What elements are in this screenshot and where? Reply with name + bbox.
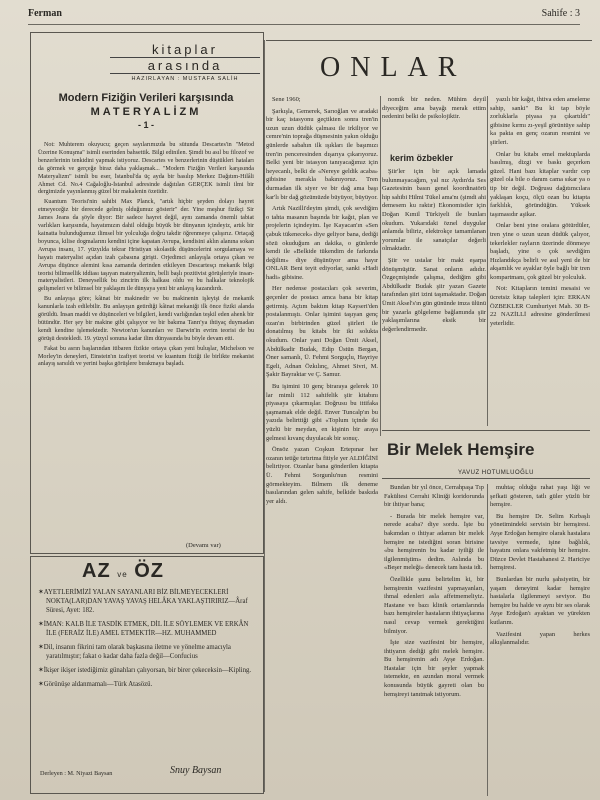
page-number: Sahife : 3: [541, 8, 580, 19]
azoz-compiler: Derleyen : M. Niyazi Baysan: [40, 770, 113, 777]
article1-title-block: [40, 92, 252, 130]
melek-title: Bir Melek Hemşire: [387, 440, 535, 459]
onlar-column-3: [490, 96, 590, 428]
onlar-column-2-top: [382, 96, 486, 148]
onlar-paragraph: Onlar beni yine oralara götürdüler, tren yine o uzun uzun düdük çalıyor, tekerlekler rayların üzerinde dönmeye başladı, yine o çok sevdiğim Hızlandıkça belirli ve asıl yeni de bir akşamlık ve ayaklar öyle bağlı bir tren kompartmanı, çok güzel bir yolculuk.: [490, 222, 590, 281]
onlar-paragraph: yazılı bir kağıt, ihtiva eden ameleme sahip, sanki" Bu ki tap böyle zorluklarla piyasa ya çıkartıldı" gibisine kırmı zı-yeşil görüntüye sahip ka pakta en genç ozanın resmini ve şiirleri.: [490, 96, 590, 146]
melek-byline: YAVUZ HOTUMLUOĞLU: [458, 470, 534, 476]
melek-paragraph: muhtaç olduğu rahat yaşı liği ve şefkati gösteren, tatlı güler yüzlü bir hemşire.: [490, 484, 590, 509]
paper-name: Ferman: [28, 8, 62, 19]
onlar-author: kerim özbekler: [390, 153, 454, 163]
article1-body: [38, 142, 254, 371]
melek-paragraph: Bu hemşire Dr. Selim Kırbaşlı yönetimindeki servisin bir hemşiresi. Ayşe Erdoğan hemşire olarak hastalara tavsiye vermede, işine bağlılık, hayatını onlara vakfetmiş bir hemşire. Düzce Devlet Hastahanesi 2. Hariciye hemşiresi.: [490, 512, 590, 572]
column-rule: [264, 40, 265, 792]
azoz-item: ✶ AYETLERİMİZİ YALAN SAYANLARI BİZ BİLMEYECEKLERİ NOKTA(LAR)DAN YAVAŞ YAVAŞ HELÂKA YAKLAŞTIRIRIZ—Âraf Süresi, Ayet: 182.: [38, 588, 256, 615]
azoz-title-b: ÖZ: [134, 560, 165, 582]
melek-paragraph: - Burada bir melek hemşire var, nerede acaba? diye sordu. İşte bu bakımdan o ihtiyar adamın bir melek hemşire ne istediğini soran birisine «bu hemşirenin bu kadar iyiliği ile ilgilenmiştim» dedim. Aslında bu «Beşer meleği» denecek tam hasta idi.: [384, 512, 484, 572]
article1-paragraph: Not: Muhterem okuyucu; geçen sayılarımızda bu sütunda Descartes'in "Metod Üzerine Konuşma" isimli eserinden bahsettik. Bilgi edinilen. Şimdi bu asıl bu filozof ve benzerlerinin tenkidini yapmak istiyoruz. Descartes ve benzerlerinin düştükleri hataları da görmek ve gerçeğe biraz daha yaklaşmak... "Modern Fiziğin Verileri karşısında Materyalizm" isimli bu eser, İstanbul'da üç ayda bir basılıp Merkez Dağıtım-Hilâli Ahmet Cd. No.4 Cağaloğlu-İstanbul adresinde dağıtılan GERÇEK isimli ilmi bir dergimizde yayınlanmış güzel bir makalenin özetidir.: [38, 142, 254, 196]
melek-rule: [382, 478, 590, 479]
onlar-paragraph: Sene 1960;: [272, 96, 301, 103]
kitaplar-heading: [110, 42, 260, 82]
onlar-paragraph: Önsöz yazan Coşkun Ertepınar her ozanın tetiğe tırtırtma fitiyle yer ALDİĞİNİ belirtiyor. Ozanlar bana gönderilen kitapta Ü. Fehmi Sorgunlu'nun resmini görmekteyim. Bilmem ilk deneme basılarından gelen sahife, belkide baskıda yer aldı.: [266, 446, 378, 505]
kitaplar-byline: HAZIRLAYAN : MUSTAFA SALİH: [131, 76, 239, 82]
melek-paragraph: İşte size vazifesini bir hemşire, ihtiyarın dediği gibi melek hemşire. Bu hemşirenin adı Ayşe Erdoğan. Hastalar için bir şeyler yapmak istemekte, en azından moral vermek konusunda büyük gayreti olan bu hemşireyi tanıtmak istiyorum.: [384, 639, 484, 698]
azoz-item: ✶ İkişer ikişer istediğimiz günahları çalıyorsan, bir birer çekeceksin—Kipling.: [38, 666, 256, 675]
melek-column-1: [384, 484, 484, 796]
onlar-paragraph: Artık Nazilli'deyim şimdi, çok sevdiğim o tahta masanın başında bir kağıt, plan ve projelerin içindeyim. İşe Kayacan'ın «Sen çabuk tükenecek» diye geliyor bana, dediği sözü okuduğum an dakika, o günlerde kendi ile «Belkide tükendim de farkında değilim» diye düşünüyor ama hayır ONLAR Beni teyit ediyorlar, sanki «Hadi hadi» gibisine.: [266, 205, 378, 281]
onlar-paragraph: Şarkışla, Gemerek, Sarıoğlan ve aradaki bir kaç istasyonu geçtikten sonra tren'in uzun uzun düdük çalması ile irkiliyor ve cemre'nin toprağa düşmesinin yakın olduğu günlerde sabahın ilk ışıkları ile başımızı tren'in penceresinden dışarıya çıkarıyoruz. Belki yeni bir istasyon tanıyacağımız için heyecanlı, belki de «Nereye geldik acaba» gibisine merakla bakınıyoruz. Tren durmadan ilk siyer ve bir dağ ama başı kar'lı bir dağ gözümüzde büyüyor, büyüyor.: [266, 107, 378, 201]
continued-note: (Devamı var): [186, 542, 221, 549]
melek-paragraph: Özellikle şunu belirtelim ki, bir hemşirenin vazifesini yapmayanları, ihmal edenleri asla affetmemeliyiz. Hastane ve bazı klinik ortamlarında bazı hemşireler hastaların ihtiyaçlarına nasıl cevap vermek gerektiğini bilmiyor.: [384, 575, 484, 635]
azoz-signature: Snuy Baysan: [170, 765, 222, 776]
onlar-paragraph: Onlar bu kitabı emel mektuplarda basılmış, dizgi ve baskı geçerken güzel. Hani bazı kitaplar vardır cep güzel ola bile o danım cama sıkar ya o tip bir değil. Doğrusu dağıtımcılara yaklaşan koçu, ölçü ozan bu kitapta farklılık, göründüğün. Yüksek taşımasıdır aşikar.: [490, 150, 590, 218]
article1-subtitle: MATERYALİZM: [90, 106, 202, 118]
kitaplar-line1: kitaplar: [152, 42, 218, 57]
onlar-column-2-bottom: [382, 168, 486, 426]
azoz-title-a: AZ: [82, 560, 111, 582]
article1-part: - 1 -: [137, 120, 154, 130]
melek-column-2: [490, 484, 590, 796]
onlar-column-1: [266, 96, 378, 796]
onlar-paragraph: nomik bir neden. Mühim deyil diyeceğim ama bayağı merak ettim nedenini belki de psikolojiktir.: [382, 96, 486, 121]
running-header: [28, 6, 580, 25]
column-rule: [487, 96, 488, 426]
onlar-paragraph: Her nedense postacıları çok severim, geçenler de postacı amca bana bir kitap getirmiş. Açtım baktım kitap Kayseri'den postalanmıştı. Onlar işimini taşıyan genç ozan'ın birbirinden güzel şiirleri ile donatılmış bu kitabı bir iki solukta okudum. Onlar yani Doğan Ümit Aksel, Abdülkadir Budak, Edip Üstün Bergan, Öner samanlı, Ü. Fehmi Sorguçlu, Hayriye Egeli, Adnan Özkılınç, Ahmet Sivri, M. Şakir Bayraktar ve Ç. Samur.: [266, 285, 378, 379]
melek-top-rule: [382, 430, 590, 431]
azoz-body: [38, 588, 256, 694]
azoz-item: ✶ Görünüşe aldanmamalı—Türk Atasözü.: [38, 680, 256, 689]
article1-title: Modern Fiziğin Verileri karşısında: [58, 92, 234, 104]
azoz-title: [82, 560, 164, 583]
azoz-item: ✶ İMAN: KALB İLE TASDİK ETMEK, DİL İLE SÖYLEMEK VE ERKÂN İLE (FERAİZ İLE) AMEL ETMEKTİR—HZ. MUHAMMED: [38, 620, 256, 638]
kitaplar-line2: arasında: [110, 57, 260, 74]
onlar-title: ONLAR: [320, 52, 467, 83]
azoz-title-ve: ve: [117, 570, 128, 579]
article1-paragraph: Fakat bu asrın başlarından itibaren fizikte ortaya çıkan yeni buluşlar, Michelson ve Morley'in deneyleri, Einstein'ın izafiyet teorisi ve kuantum fiziği ile birlikte mekanist anlayış sarsıldı ve yerini başka görüşlere bırakmaya başladı.: [38, 345, 254, 368]
melek-paragraph: Bunlardan bir nurlu şahsiyetin, bir yaşam deneyimi kadar hemşire hastalarla ilgilenmeyi seviyor. Bu hemşire bu halde ve aynı bir ses olarak Ayşe Erdoğan'ı ayaktan ve yürekten kutlarım.: [490, 575, 590, 626]
melek-paragraph: Vazifesini yapan herkes alkışlanmalıdır.: [490, 630, 590, 647]
article1-paragraph: Kuantum Teorisi'nin sahibi Max Planck, "artık hiçbir şeyden dolayı hayret etmeyeceğiz bir derecede gelmiş olduğumuz gösterir" der. Yine meşhur fizikçi Sir James Jeans da şöyle diyor: Bir sadece hayret değil, aynı zamanda önemli tabiat varlıkları karşısında, hayatımızın dahil olduğu büyük bir dünyanın içindeyiz, artık bir kainatta bulunduğumuz ilimsel bir yolculuğa doğru takdir öğrenmeye çalışırız. Ortaçağ boyunca, kilise dogmalarını kendini içine kapatan Avrupa, kendisini aklın alanına sokan Avrupa insanı, 17. yüzyılda tekrar Hristiyan skolastik düşüncelerini sorgulamaya ve hayatı materyalist açıdan izah çabasına girişti. Orjedimci anlayışla ortaya çıkan ve Avrupa düşünce alemini kısa zamanda derinden etkileyen Descartesçı mekanik bilgi teorisi bilimsellik iddiası taşıyan materyalizmin, belli başlı pozitivist görüşleriyle insan-materyalistleri. Deneysellik bu zincirin ilk halkası oldu ve bu halkalar teknolojik gelişmeleri ve bilimsel bir yaklaşım ile dünyaya yeni bir anlayış kazandırdı.: [38, 199, 254, 293]
article1-paragraph: Bu anlayışa göre; kâinat bir makinedir ve bu makinenin işleyişi de mekanik kanunlarla izah edilebilir. Bu anlayışın getirdiği kâinat mekaniği ilk önce fiziki alanda görüldü. İnsan maddi ve düşünceleri ve bilgileri, kendi varlığından teşkil eden ahenk bir bütündür. Her şey bir makine gibi çalışıyor ve bir bakıma Tanrı'ya ihtiyaç duymadan kendi kendine işlemektedir. Newton'un kanunları ve Darwin'in evrim teorisi de bu görüşü destekledi. 19. yüzyıl sonuna kadar ilim dünyasında bu böyle devam etti.: [38, 296, 254, 342]
column-rule: [380, 96, 381, 436]
onlar-paragraph: Not: Kitapların temini mesaisi ve ücretsiz kitap talepleri için: ERKAN ÖZBEKLER Cumhuriyet Mah. 30 B-22 NAZİLLİ adresine gönderilmesi yeterlidir.: [490, 285, 590, 327]
onlar-paragraph: Şiir ve ustalar bir makt eşarpa dönüşmüştür. Sanat onların adıdır. Özgeçmişinde çalışma, dediğim gibi Abdülkadir Budak şiir yazan Gazete tarafından şiiri izini taşımaktadır. Doğan Ümit Aksel's'ın gün gününde imza ülünü bir yazarla gölgeleme bağlamında şiir yaklaşımlarına eksik bir değerlendirmedir.: [382, 256, 486, 333]
onlar-paragraph: Şiir'ler için bir açık lamada bulunmayacağım, yal nız Aydın'da Ses Gazetesinin basın genel koordinatörü hip sahibi Hilmi Tükel ama'nı (şimdi ahi demesem ku raktır) Ekonomistler için Doğan Kımil Türkiyeli ile bunları okudum. Yukarıdaki öznel duygular anlamda biliriz, elektrokçe tamamlanan yorumlar ile sanatçılar değerli olmaktadır.: [382, 168, 486, 253]
column-rule: [487, 484, 488, 796]
azoz-item: ✶ Dil, insanın fikrini tam olarak başkasına iletme ve yönelme amacıyla yaratılmıştır; fakat o kadar daha fazla değil—Confucius: [38, 643, 256, 661]
melek-paragraph: Bundan bir yıl önce, Cerrahpaşa Tıp Fakültesi Cerrahi Kliniği koridorunda bir ihtiyar bana;: [384, 484, 484, 509]
onlar-paragraph: Bu işimini 10 genç biraraya gelerek 10 lar mimli 112 sahifelik şiir kitabını piyasaya çıkarmışlar. Doğrusu bu ittifaka şaşmamak elde değil. Enver Tuncalp'ın bu yazıda belirttiği gibi «Toplum içinde iki yüzlü bir meydan, en kişinin bir araya gelmesi kıvanç duyulacak bir sonuç.: [266, 383, 378, 442]
